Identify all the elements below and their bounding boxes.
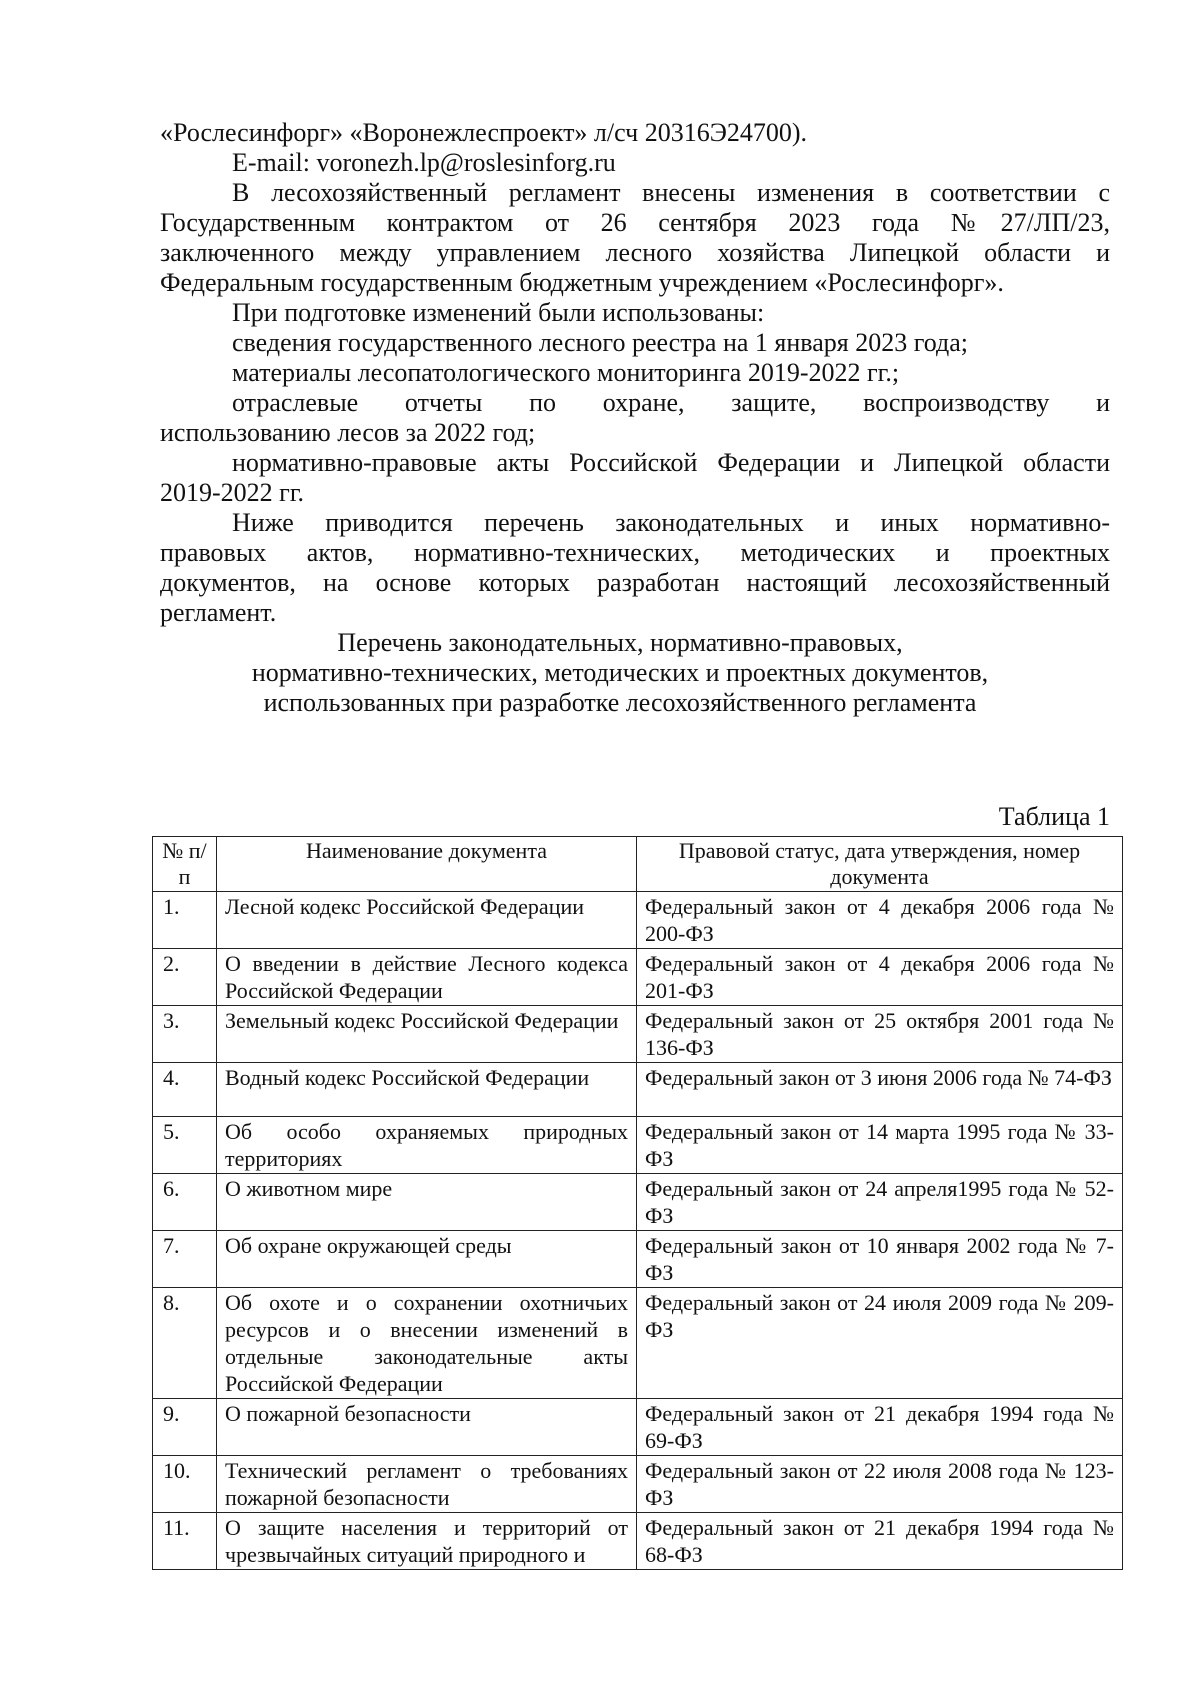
list-title-line: использованных при разработке лесохозяйственного регламента [263, 688, 977, 717]
list-item: использованию лесов за 2022 год; [160, 418, 536, 447]
row-status: Федеральный закон от 4 декабря 2006 года № 201-ФЗ [637, 949, 1123, 1006]
header-status: Правовой статус, дата утверждения, номер документа [637, 837, 1123, 892]
paragraph-line: Государственным контрактом от 26 сентября 2023 года №27/ЛП/23, [160, 208, 1110, 237]
row-status: Федеральный закон от 21 декабря 1994 года № 68-ФЗ [637, 1513, 1123, 1570]
list-item: сведения государственного лесного реестра на 1 января 2023 года; [232, 328, 968, 357]
table-row [153, 1513, 1123, 1570]
paragraph-line: При подготовке изменений были использованы: [232, 298, 765, 327]
row-status: Федеральный закон от 3 июня 2006 года № 74-ФЗ [637, 1063, 1123, 1117]
row-num: 7. [153, 1231, 217, 1288]
table-row [153, 892, 1123, 949]
paragraph-line: В лесохозяйственный регламент внесены изменения в соответствии с [232, 178, 1110, 207]
row-name: О защите населения и территорий от чрезвычайных ситуаций природного и [217, 1513, 637, 1570]
row-name: Технический регламент о требованиях пожарной безопасности [217, 1456, 637, 1513]
row-num: 9. [153, 1399, 217, 1456]
row-name: О введении в действие Лесного кодекса Российской Федерации [217, 949, 637, 1006]
table-row [153, 1063, 1123, 1117]
row-status: Федеральный закон от 10 января 2002 года № 7-ФЗ [637, 1231, 1123, 1288]
row-name: О пожарной безопасности [217, 1399, 637, 1456]
row-num: 4. [153, 1063, 217, 1117]
header-num: № п/п [153, 837, 217, 892]
list-item: нормативно-правовые акты Российской Федерации и Липецкой области [232, 448, 1110, 477]
row-num: 2. [153, 949, 217, 1006]
row-name: Об особо охраняемых природных территориях [217, 1117, 637, 1174]
table-label: Таблица 1 [998, 802, 1110, 831]
table-header-row [153, 837, 1123, 892]
row-name: О животном мире [217, 1174, 637, 1231]
row-num: 8. [153, 1288, 217, 1399]
row-status: Федеральный закон от 14 марта 1995 года № 33-ФЗ [637, 1117, 1123, 1174]
row-num: 3. [153, 1006, 217, 1063]
intro-line: «Рослесинфорг» «Воронежлеспроект» л/сч 20316Э24700). [160, 118, 808, 147]
row-name: Земельный кодекс Российской Федерации [217, 1006, 637, 1063]
row-name: Водный кодекс Российской Федерации [217, 1063, 637, 1117]
row-num: 5. [153, 1117, 217, 1174]
row-name: Лесной кодекс Российской Федерации [217, 892, 637, 949]
table-row [153, 1231, 1123, 1288]
paragraph-line: заключенного между управлением лесного хозяйства Липецкой области и [160, 238, 1110, 267]
email-line: E-mail: voronezh.lp@roslesinforg.ru [232, 148, 616, 177]
row-name: Об охране окружающей среды [217, 1231, 637, 1288]
list-title-line: Перечень законодательных, нормативно-правовых, [337, 628, 903, 657]
table-row [153, 1288, 1123, 1399]
row-status: Федеральный закон от 24 апреля1995 года № 52-ФЗ [637, 1174, 1123, 1231]
table-row [153, 1117, 1123, 1174]
row-num: 6. [153, 1174, 217, 1231]
row-name: Об охоте и о сохранении охотничьих ресурсов и о внесении изменений в отдельные законодательные акты Российской Федерации [217, 1288, 637, 1399]
row-num: 1. [153, 892, 217, 949]
table-row [153, 949, 1123, 1006]
table-row [153, 1456, 1123, 1513]
row-num: 10. [153, 1456, 217, 1513]
row-status: Федеральный закон от 21 декабря 1994 года № 69-ФЗ [637, 1399, 1123, 1456]
paragraph-line: Ниже приводится перечень законодательных и иных нормативно- [232, 508, 1110, 537]
row-status: Федеральный закон от 22 июля 2008 года № 123-ФЗ [637, 1456, 1123, 1513]
row-status: Федеральный закон от 24 июля 2009 года № 209-ФЗ [637, 1288, 1123, 1399]
list-item: отраслевые отчеты по охране, защите, воспроизводству и [232, 388, 1110, 417]
list-title-line: нормативно-технических, методических и проектных документов, [251, 658, 989, 687]
row-status: Федеральный закон от 25 октября 2001 года № 136-ФЗ [637, 1006, 1123, 1063]
table-row [153, 1174, 1123, 1231]
header-name: Наименование документа [217, 837, 637, 892]
table-row [153, 1399, 1123, 1456]
list-item: материалы лесопатологического мониторинга 2019-2022 гг.; [232, 358, 900, 387]
table-row [153, 1006, 1123, 1063]
paragraph-line: регламент. [160, 598, 277, 627]
documents-table [152, 836, 1123, 1570]
paragraph-line: правовых актов, нормативно-технических, методических и проектных [160, 538, 1110, 567]
paragraph-line: документов, на основе которых разработан настоящий лесохозяйственный [160, 568, 1110, 597]
paragraph-line: Федеральным государственным бюджетным учреждением «Рослесинфорг». [160, 268, 1004, 297]
row-num: 11. [153, 1513, 217, 1570]
row-status: Федеральный закон от 4 декабря 2006 года № 200-ФЗ [637, 892, 1123, 949]
list-item: 2019-2022 гг. [160, 478, 305, 507]
